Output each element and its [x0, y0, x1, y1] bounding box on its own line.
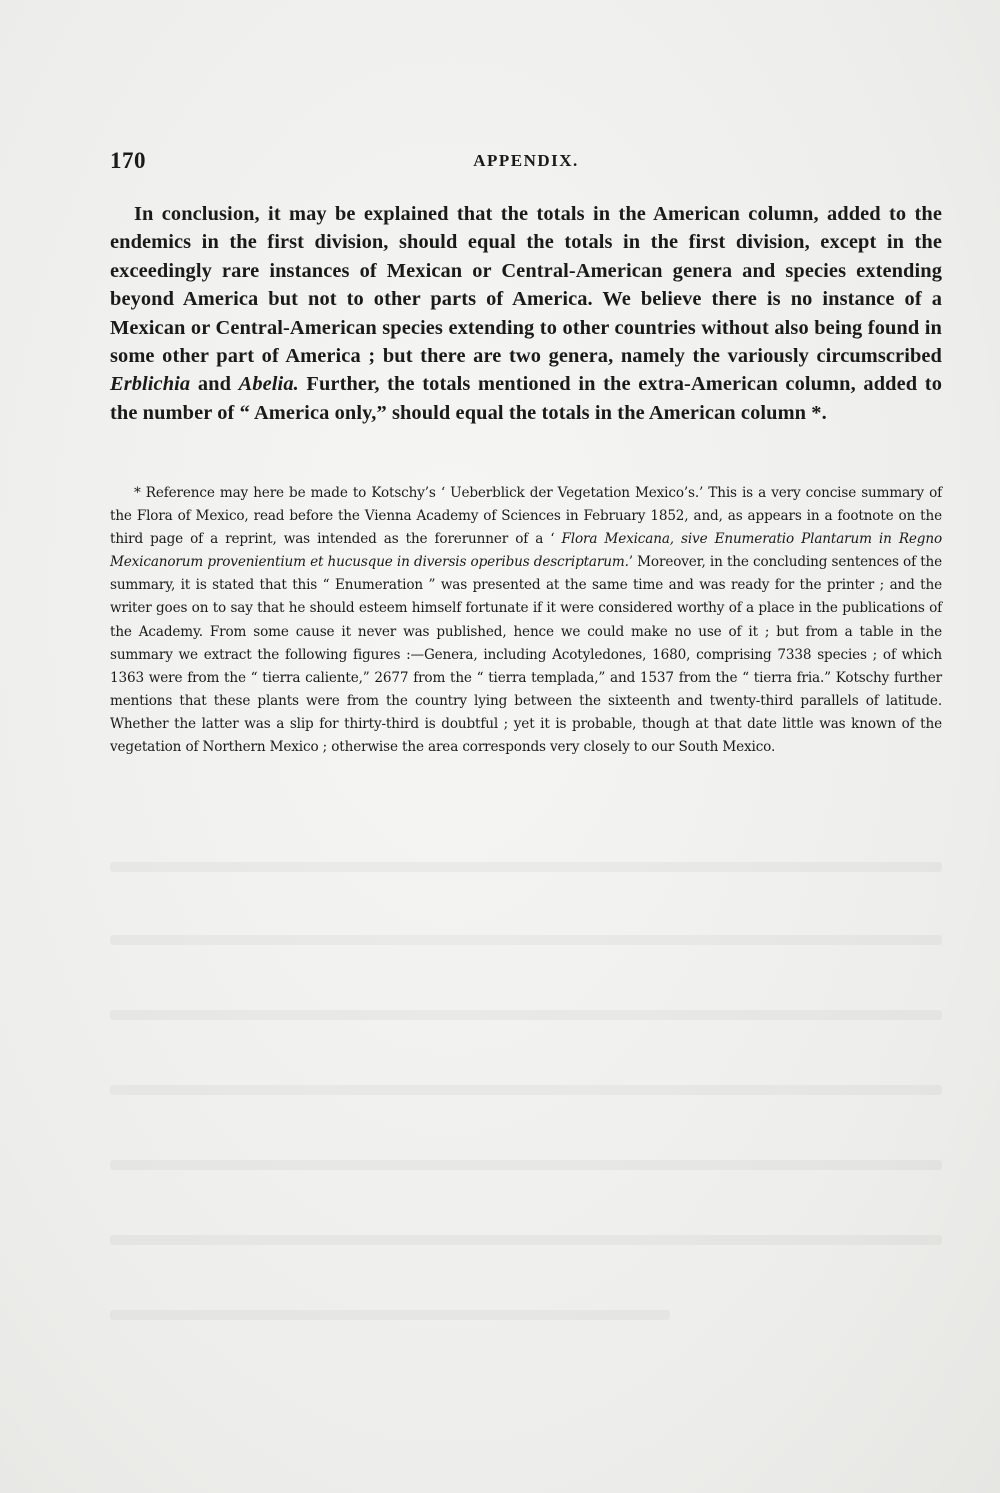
footnote-text: ’ Moreover, in the concluding sentences of the summary, it is stated that this “ Enumeration ” was presented at the same time and was ready for the printer ; and the writer goes on to say that he should esteem himself fortunate if it were considered worthy of a place in the publications of the Academy. From some cause it never was published, hence we could make no use of it ; but from a table in the summary we extract the following figures :—Genera, including Acotyledones, 1680, comprising 7338 species ; of which 1363 were from the “ tierra caliente,” 2677 from the “ tierra templada,” and 1537 from the “ tierra fria.” Kotschy further mentions that these plants were from the country lying between the sixteenth and twenty-third parallels of latitude. Whether the latter was a slip for thirty-third is doubtful ; yet it is probable, though at that date little was known of the vegetation of Northern Mexico ; otherwise the area corresponds very closely to our South Mexico.	[110, 554, 943, 756]
page-number: 170	[110, 148, 146, 173]
body-text: In conclusion, it may be explained that the totals in the American column, added to the endemics in the first division, should equal the totals in the first division, except in the exceedingly rare instances of Mexican or Central-American genera and species extending beyond America but not to other parts of America. We believe there is no instance of a Mexican or Central-American species extending to other countries without also being found in some other part of America ; but there are two genera, namely the variously circumscribed	[110, 203, 942, 368]
running-head: APPENDIX.	[473, 151, 579, 170]
genus-name: Abelia.	[238, 373, 299, 396]
bleed-through-line	[110, 1310, 670, 1320]
genus-name: Erblichia	[110, 373, 191, 396]
bleed-through-line	[110, 1160, 942, 1170]
bleed-through-line	[110, 1235, 942, 1245]
footnote-text: * Reference may here be made to Kotschy’s ‘ Ueberblick der Vegetation Mexico’s.’ This is a very concise summary of the Flora of Mexico, read before the Vienna Academy of Sciences in February 1852, and, as appears in a footnote on the third page of a reprint, was intended as the forerunner of a ‘	[110, 485, 942, 548]
page-header	[110, 148, 942, 182]
bleed-through-line	[110, 1010, 942, 1020]
bleed-through-line	[110, 862, 942, 872]
body-text: Further, the totals mentioned in the extra-American column, added to the number of “ America only,” should equal the totals in the American column *.	[110, 373, 942, 424]
body-text: and	[190, 373, 239, 396]
footnote-title: Flora Mexicana, sive Enumeratio Plantarum in Regno Mexicanorum provenientium et hucusque in diversis operibus descriptarum.	[110, 531, 942, 571]
body-paragraph	[110, 200, 942, 427]
bleed-through-line	[110, 935, 942, 945]
footnote	[110, 482, 942, 759]
bleed-through-line	[110, 1085, 942, 1095]
